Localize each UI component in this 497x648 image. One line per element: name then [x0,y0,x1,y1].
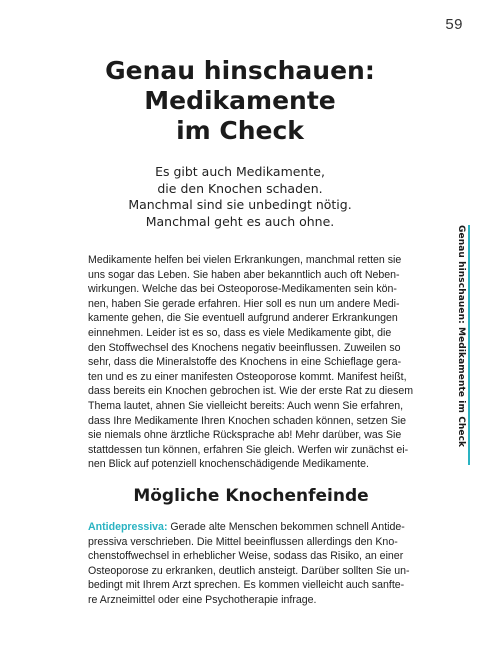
intro-line: Es gibt auch Medikamente, [155,164,325,179]
body-line: sehr, dass die Mineralstoffe des Knochens in eine Schieflage gera- [88,356,402,369]
body-line: nen Blick auf potenziell knochenschädigende Medikamente. [88,458,369,471]
section-heading: Mögliche Knochenfeinde [133,486,369,506]
body-line: nen, haben Sie gerade erfahren. Hier soll es nun um andere Medi- [88,297,400,310]
body-line: den Stoffwechsel des Knochens negativ beeinflussen. Zuweilen so [88,341,401,354]
body-line: dass Ihre Medikamente Ihren Knochen schaden können, setzen Sie [88,414,407,427]
body-line: einnehmen. Leider ist es so, dass es viele Medikamente gibt, die [88,326,392,339]
chapter-side-label: Genau hinschauen: Medikamente im Check [456,225,466,448]
title-line: Medikamente [144,86,336,115]
body-line: sie niemals ohne ärztliche Rücksprache ab! Mehr darüber, was Sie [88,429,402,442]
body-paragraph [88,253,414,472]
section-paragraph [88,520,414,608]
section-line: re Arzneimittel oder eine Psychotherapie infrage. [88,593,317,606]
chapter-accent-line [468,225,470,465]
section-line: bedingt mit Ihrem Arzt sprechen. Es kommen vielleicht auch sanfte- [88,579,405,592]
title-line: im Check [176,116,304,145]
section-line: chenstoffwechsel in erheblicher Weise, sodass das Risiko, an einer [88,550,404,563]
section-first-line [88,520,414,535]
highlight-term: Antidepressiva: [88,521,168,533]
body-line: kamente gehen, die Sie eventuell aufgrund anderer Erkrankungen [88,312,398,325]
intro-line: Manchmal sind sie unbedingt nötig. [128,197,352,212]
body-line: dass bereits ein Knochen gebrochen ist. Wie der erste Rat zu diesem [88,385,414,398]
intro-line: die den Knochen schaden. [157,180,323,196]
intro-lead [60,164,420,230]
body-line: Thema lautet, ahnen Sie vielleicht bereits: Auch wenn Sie erfahren, [88,399,404,412]
page-title [40,56,440,146]
section-line: Gerade alte Menschen bekommen schnell Antide- [167,521,405,533]
section-line: Osteoporose zu erkranken, deutlich ansteigt. Darüber sollten Sie un- [88,564,410,577]
section-line: pressiva verschrieben. Die Mittel beeinflussen allerdings den Kno- [88,535,398,548]
chapter-side-tab [450,225,470,465]
body-line: stattdessen tun können, erfahren Sie gleich. Werfen wir zunächst ei- [88,443,409,456]
body-line: uns sogar das Leben. Sie haben aber bekanntlich auch oft Neben- [88,268,400,281]
body-line: Medikamente helfen bei vielen Erkrankungen, manchmal retten sie [88,254,402,266]
intro-line: Manchmal geht es auch ohne. [145,213,335,229]
page-number: 59 [445,16,463,33]
body-line: ten und es zu einer manifesten Osteoporose kommt. Manifest heißt, [88,370,407,383]
title-line: Genau hinschauen: [105,56,375,85]
body-line: wirkungen. Welche das bei Osteoporose-Medikamenten sein kön- [88,283,397,296]
